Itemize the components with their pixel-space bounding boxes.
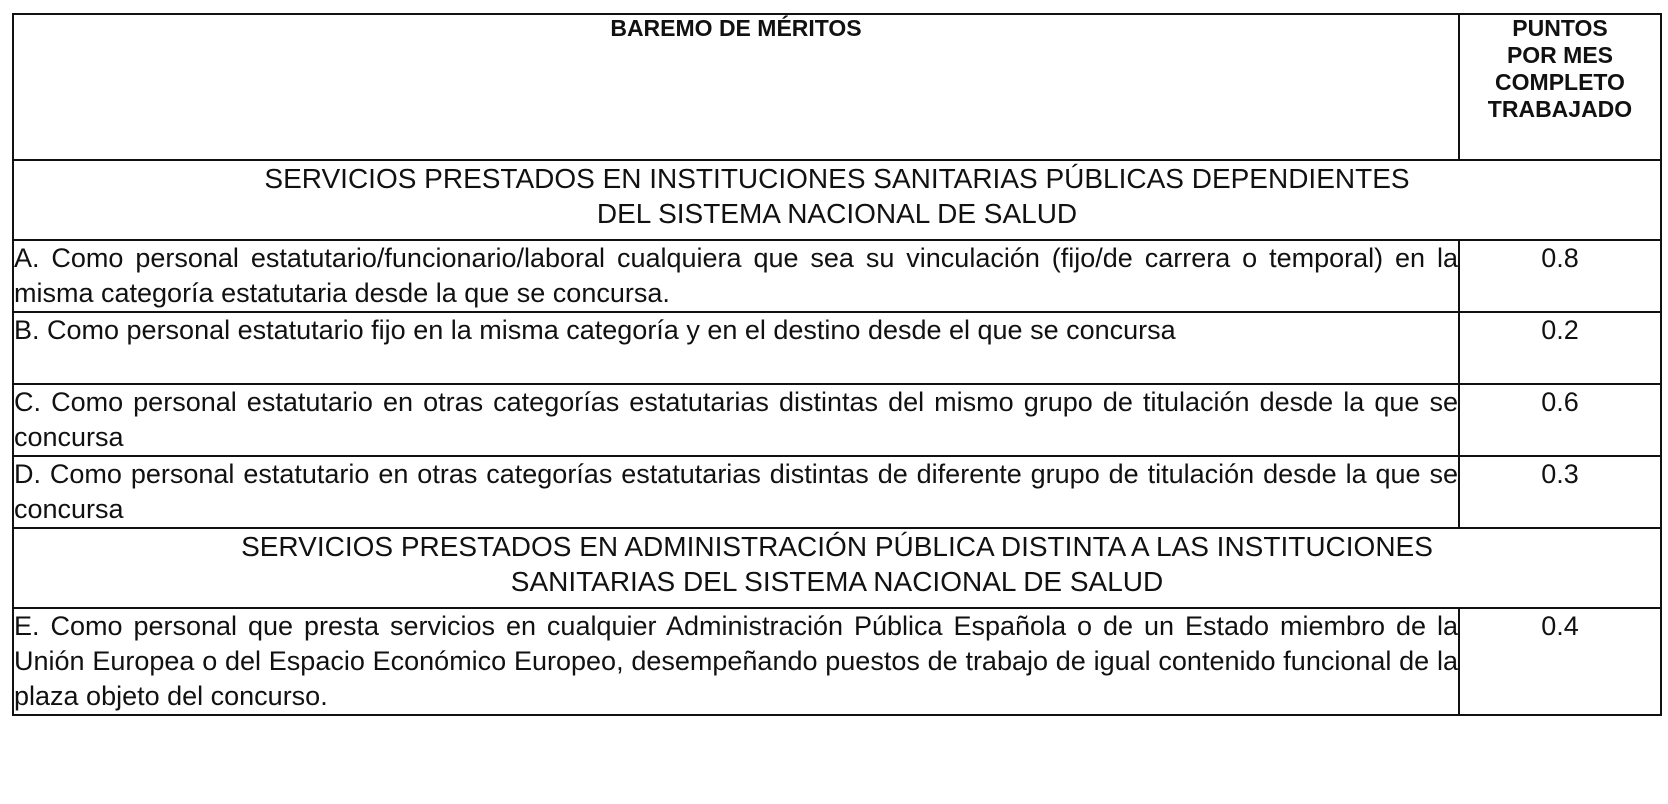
section-heading-row [13, 160, 1661, 240]
merit-description: B. Como personal estatutario fijo en la misma categoría y en el destino desde el que se concursa [13, 312, 1459, 384]
table-row [13, 240, 1661, 312]
header-points [1459, 14, 1661, 160]
table-row [13, 456, 1661, 528]
section-heading-line: SERVICIOS PRESTADOS EN ADMINISTRACIÓN PÚBLICA DISTINTA A LAS INSTITUCIONES [241, 531, 1433, 562]
merit-points: 0.4 [1459, 608, 1661, 715]
merit-description: A. Como personal estatutario/funcionario/laboral cualquiera que sea su vinculación (fijo/de carrera o temporal) en la misma categoría estatutaria desde la que se concursa. [13, 240, 1459, 312]
header-points-line: POR MES [1506, 42, 1614, 68]
header-title: BAREMO DE MÉRITOS [13, 14, 1459, 160]
section-heading-row [13, 528, 1661, 608]
header-points-line: COMPLETO [1495, 69, 1625, 95]
merit-description: D. Como personal estatutario en otras categorías estatutarias distintas de diferente grupo de titulación desde la que se concursa [13, 456, 1459, 528]
section-heading-line: DEL SISTEMA NACIONAL DE SALUD [596, 198, 1078, 229]
header-points-line: PUNTOS [1512, 15, 1608, 41]
table-row [13, 312, 1661, 384]
table-row [13, 384, 1661, 456]
section-heading-line: SERVICIOS PRESTADOS EN INSTITUCIONES SANITARIAS PÚBLICAS DEPENDIENTES [264, 163, 1410, 194]
merit-points: 0.2 [1459, 312, 1661, 384]
merit-points: 0.8 [1459, 240, 1661, 312]
header-row [13, 14, 1661, 160]
merits-scale-table [12, 13, 1662, 716]
section-heading-sns [13, 160, 1661, 240]
header-points-line: TRABAJADO [1487, 96, 1633, 122]
section-heading-other-admin [13, 528, 1661, 608]
merit-description: E. Como personal que presta servicios en cualquier Administración Pública Española o de un Estado miembro de la Unión Europea o del Espacio Económico Europeo, desempeñando puestos de trabajo de igual contenido funcional de la plaza objeto del concurso. [13, 608, 1459, 715]
merit-points: 0.6 [1459, 384, 1661, 456]
table-row [13, 608, 1661, 715]
merit-description: C. Como personal estatutario en otras categorías estatutarias distintas del mismo grupo de titulación desde la que se concursa [13, 384, 1459, 456]
merit-points: 0.3 [1459, 456, 1661, 528]
section-heading-line: SANITARIAS DEL SISTEMA NACIONAL DE SALUD [510, 566, 1164, 597]
